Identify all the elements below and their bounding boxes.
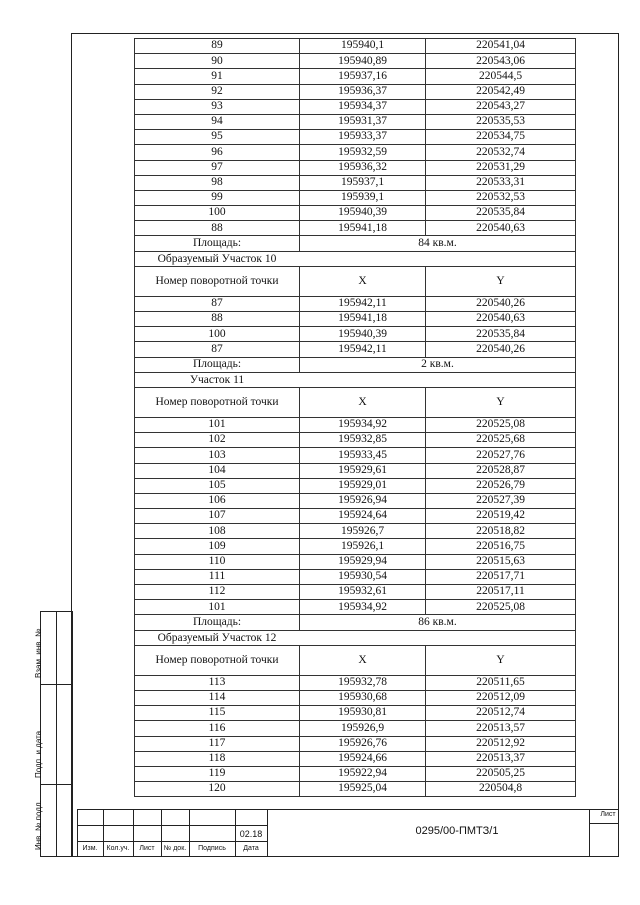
margin-cell-signature <box>34 685 72 785</box>
x-coordinate: 195922,94 <box>299 767 425 782</box>
y-coordinate: 220525,08 <box>425 418 576 433</box>
section-4-table <box>134 676 576 798</box>
point-number: 102 <box>134 433 299 448</box>
point-number: 96 <box>134 145 299 160</box>
point-number: 104 <box>134 464 299 479</box>
section-caption-text: Участок 11 <box>134 373 299 388</box>
point-number: 117 <box>134 737 299 752</box>
y-coordinate: 220511,65 <box>425 676 576 691</box>
x-coordinate: 195930,81 <box>299 706 425 721</box>
col-header-y: Y <box>425 388 576 418</box>
x-coordinate: 195933,45 <box>299 448 425 463</box>
point-number: 89 <box>134 39 299 54</box>
x-coordinate: 195941,18 <box>299 312 425 327</box>
title-block <box>77 809 619 857</box>
x-coordinate: 195940,1 <box>299 39 425 54</box>
point-number: 95 <box>134 130 299 145</box>
table-row <box>134 524 576 539</box>
margin-label-signature: Подп. и дата <box>34 730 43 778</box>
table-row <box>134 721 576 736</box>
point-number: 92 <box>134 85 299 100</box>
table-row <box>134 691 576 706</box>
x-coordinate: 195934,92 <box>299 600 425 615</box>
margin-label-inventory: Инв. № подл. <box>34 800 43 850</box>
x-coordinate: 195937,1 <box>299 176 425 191</box>
table-row <box>134 176 576 191</box>
table-row <box>134 570 576 585</box>
section-4-header <box>134 646 576 676</box>
point-number: 114 <box>134 691 299 706</box>
left-margin-stamp <box>34 611 73 857</box>
area-label: Площадь: <box>134 358 299 373</box>
y-coordinate: 220544,5 <box>425 69 576 84</box>
x-coordinate: 195930,54 <box>299 570 425 585</box>
title-col-podpis: Подпись <box>198 845 226 852</box>
table-row <box>134 433 576 448</box>
x-coordinate: 195940,39 <box>299 327 425 342</box>
y-coordinate: 220518,82 <box>425 524 576 539</box>
point-number: 88 <box>134 312 299 327</box>
x-coordinate: 195931,37 <box>299 115 425 130</box>
section-2-header <box>134 267 576 297</box>
point-number: 110 <box>134 555 299 570</box>
margin-label-replacement: Взам. инв. № <box>34 628 43 678</box>
document-code: 0295/00-ПМТЗ/1 <box>415 825 499 837</box>
point-number: 109 <box>134 539 299 554</box>
x-coordinate: 195942,11 <box>299 297 425 312</box>
table-row <box>134 494 576 509</box>
table-row <box>134 342 576 357</box>
table-row <box>134 479 576 494</box>
table-row <box>134 85 576 100</box>
y-coordinate: 220532,53 <box>425 191 576 206</box>
x-coordinate: 195926,1 <box>299 539 425 554</box>
section-3-table <box>134 418 576 615</box>
col-header-point: Номер поворотной точки <box>134 267 299 297</box>
y-coordinate: 220543,27 <box>425 100 576 115</box>
point-number: 88 <box>134 221 299 236</box>
x-coordinate: 195936,37 <box>299 85 425 100</box>
table-row <box>134 767 576 782</box>
x-coordinate: 195940,39 <box>299 206 425 221</box>
point-number: 116 <box>134 721 299 736</box>
table-row <box>134 418 576 433</box>
col-header-y: Y <box>425 267 576 297</box>
point-number: 103 <box>134 448 299 463</box>
point-number: 106 <box>134 494 299 509</box>
y-coordinate: 220525,68 <box>425 433 576 448</box>
sheet-label: Лист <box>600 811 616 818</box>
x-coordinate: 195932,59 <box>299 145 425 160</box>
table-row <box>134 145 576 160</box>
point-number: 94 <box>134 115 299 130</box>
area-value: 2 кв.м. <box>299 358 576 373</box>
section-3-caption <box>134 373 576 388</box>
x-coordinate: 195930,68 <box>299 691 425 706</box>
point-number: 101 <box>134 418 299 433</box>
y-coordinate: 220505,25 <box>425 767 576 782</box>
table-row <box>134 706 576 721</box>
table-row <box>134 782 576 797</box>
y-coordinate: 220515,63 <box>425 555 576 570</box>
title-col-list: Лист <box>139 845 155 852</box>
point-number: 90 <box>134 54 299 69</box>
title-col-izm: Изм. <box>82 845 98 852</box>
area-label: Площадь: <box>134 615 299 630</box>
y-coordinate: 220517,71 <box>425 570 576 585</box>
y-coordinate: 220532,74 <box>425 145 576 160</box>
y-coordinate: 220540,26 <box>425 297 576 312</box>
point-number: 99 <box>134 191 299 206</box>
x-coordinate: 195929,61 <box>299 464 425 479</box>
x-coordinate: 195926,9 <box>299 721 425 736</box>
point-number: 115 <box>134 706 299 721</box>
x-coordinate: 195934,92 <box>299 418 425 433</box>
point-number: 119 <box>134 767 299 782</box>
table-row <box>134 206 576 221</box>
point-number: 105 <box>134 479 299 494</box>
x-coordinate: 195941,18 <box>299 221 425 236</box>
section-2-table <box>134 297 576 358</box>
point-number: 111 <box>134 570 299 585</box>
margin-cell-inventory <box>34 785 72 856</box>
area-value: 86 кв.м. <box>299 615 576 630</box>
point-number: 108 <box>134 524 299 539</box>
table-row <box>134 600 576 615</box>
col-header-x: X <box>299 388 425 418</box>
y-coordinate: 220504,8 <box>425 782 576 797</box>
x-coordinate: 195932,78 <box>299 676 425 691</box>
y-coordinate: 220535,53 <box>425 115 576 130</box>
y-coordinate: 220527,76 <box>425 448 576 463</box>
table-row <box>134 100 576 115</box>
table-row <box>134 327 576 342</box>
table-row <box>134 676 576 691</box>
x-coordinate: 195942,11 <box>299 342 425 357</box>
x-coordinate: 195926,7 <box>299 524 425 539</box>
point-number: 93 <box>134 100 299 115</box>
title-col-kol: Кол.уч. <box>106 845 130 852</box>
table-row <box>134 38 576 54</box>
point-number: 87 <box>134 297 299 312</box>
x-coordinate: 195937,16 <box>299 69 425 84</box>
y-coordinate: 220519,42 <box>425 509 576 524</box>
point-number: 107 <box>134 509 299 524</box>
y-coordinate: 220542,49 <box>425 85 576 100</box>
y-coordinate: 220534,75 <box>425 130 576 145</box>
y-coordinate: 220543,06 <box>425 54 576 69</box>
point-number: 87 <box>134 342 299 357</box>
coordinate-tables <box>134 38 576 797</box>
x-coordinate: 195924,66 <box>299 752 425 767</box>
point-number: 91 <box>134 69 299 84</box>
area-value: 84 кв.м. <box>299 236 576 251</box>
y-coordinate: 220527,39 <box>425 494 576 509</box>
table-row <box>134 130 576 145</box>
table-row <box>134 752 576 767</box>
point-number: 101 <box>134 600 299 615</box>
table-row <box>134 539 576 554</box>
table-row <box>134 221 576 236</box>
point-number: 100 <box>134 327 299 342</box>
table-row <box>134 69 576 84</box>
x-coordinate: 195934,37 <box>299 100 425 115</box>
point-number: 100 <box>134 206 299 221</box>
y-coordinate: 220540,63 <box>425 312 576 327</box>
table-row <box>134 509 576 524</box>
col-header-point: Номер поворотной точки <box>134 388 299 418</box>
section-2-caption <box>134 252 576 267</box>
y-coordinate: 220531,29 <box>425 161 576 176</box>
x-coordinate: 195926,94 <box>299 494 425 509</box>
table-row <box>134 737 576 752</box>
y-coordinate: 220535,84 <box>425 206 576 221</box>
col-header-y: Y <box>425 646 576 676</box>
section-1-table <box>134 38 576 236</box>
section-2-area-row <box>134 358 576 373</box>
y-coordinate: 220540,26 <box>425 342 576 357</box>
point-number: 112 <box>134 585 299 600</box>
table-row <box>134 464 576 479</box>
table-row <box>134 448 576 463</box>
table-row <box>134 312 576 327</box>
area-label: Площадь: <box>134 236 299 251</box>
point-number: 113 <box>134 676 299 691</box>
x-coordinate: 195924,64 <box>299 509 425 524</box>
table-row <box>134 191 576 206</box>
x-coordinate: 195939,1 <box>299 191 425 206</box>
y-coordinate: 220513,57 <box>425 721 576 736</box>
x-coordinate: 195929,01 <box>299 479 425 494</box>
x-coordinate: 195926,76 <box>299 737 425 752</box>
col-header-point: Номер поворотной точки <box>134 646 299 676</box>
section-caption-text: Образуемый Участок 12 <box>134 631 299 646</box>
table-row <box>134 297 576 312</box>
y-coordinate: 220516,75 <box>425 539 576 554</box>
x-coordinate: 195932,85 <box>299 433 425 448</box>
col-header-x: X <box>299 267 425 297</box>
y-coordinate: 220533,31 <box>425 176 576 191</box>
point-number: 97 <box>134 161 299 176</box>
table-row <box>134 585 576 600</box>
point-number: 120 <box>134 782 299 797</box>
y-coordinate: 220535,84 <box>425 327 576 342</box>
title-date-value: 02.18 <box>239 829 263 839</box>
table-row <box>134 161 576 176</box>
x-coordinate: 195933,37 <box>299 130 425 145</box>
point-number: 98 <box>134 176 299 191</box>
title-col-ndok: № док. <box>163 845 187 852</box>
table-row <box>134 555 576 570</box>
x-coordinate: 195925,04 <box>299 782 425 797</box>
y-coordinate: 220525,08 <box>425 600 576 615</box>
y-coordinate: 220517,11 <box>425 585 576 600</box>
x-coordinate: 195940,89 <box>299 54 425 69</box>
section-1-area-row <box>134 236 576 251</box>
y-coordinate: 220512,74 <box>425 706 576 721</box>
y-coordinate: 220526,79 <box>425 479 576 494</box>
x-coordinate: 195932,61 <box>299 585 425 600</box>
section-3-area-row <box>134 615 576 630</box>
col-header-x: X <box>299 646 425 676</box>
y-coordinate: 220512,92 <box>425 737 576 752</box>
table-row <box>134 115 576 130</box>
point-number: 118 <box>134 752 299 767</box>
y-coordinate: 220541,04 <box>425 39 576 54</box>
y-coordinate: 220513,37 <box>425 752 576 767</box>
y-coordinate: 220528,87 <box>425 464 576 479</box>
x-coordinate: 195936,32 <box>299 161 425 176</box>
x-coordinate: 195929,94 <box>299 555 425 570</box>
title-col-data: Дата <box>243 845 259 852</box>
section-caption-text: Образуемый Участок 10 <box>134 252 299 267</box>
section-3-header <box>134 388 576 418</box>
y-coordinate: 220512,09 <box>425 691 576 706</box>
margin-cell-replacement <box>34 612 72 685</box>
section-4-caption <box>134 631 576 646</box>
table-row <box>134 54 576 69</box>
y-coordinate: 220540,63 <box>425 221 576 236</box>
